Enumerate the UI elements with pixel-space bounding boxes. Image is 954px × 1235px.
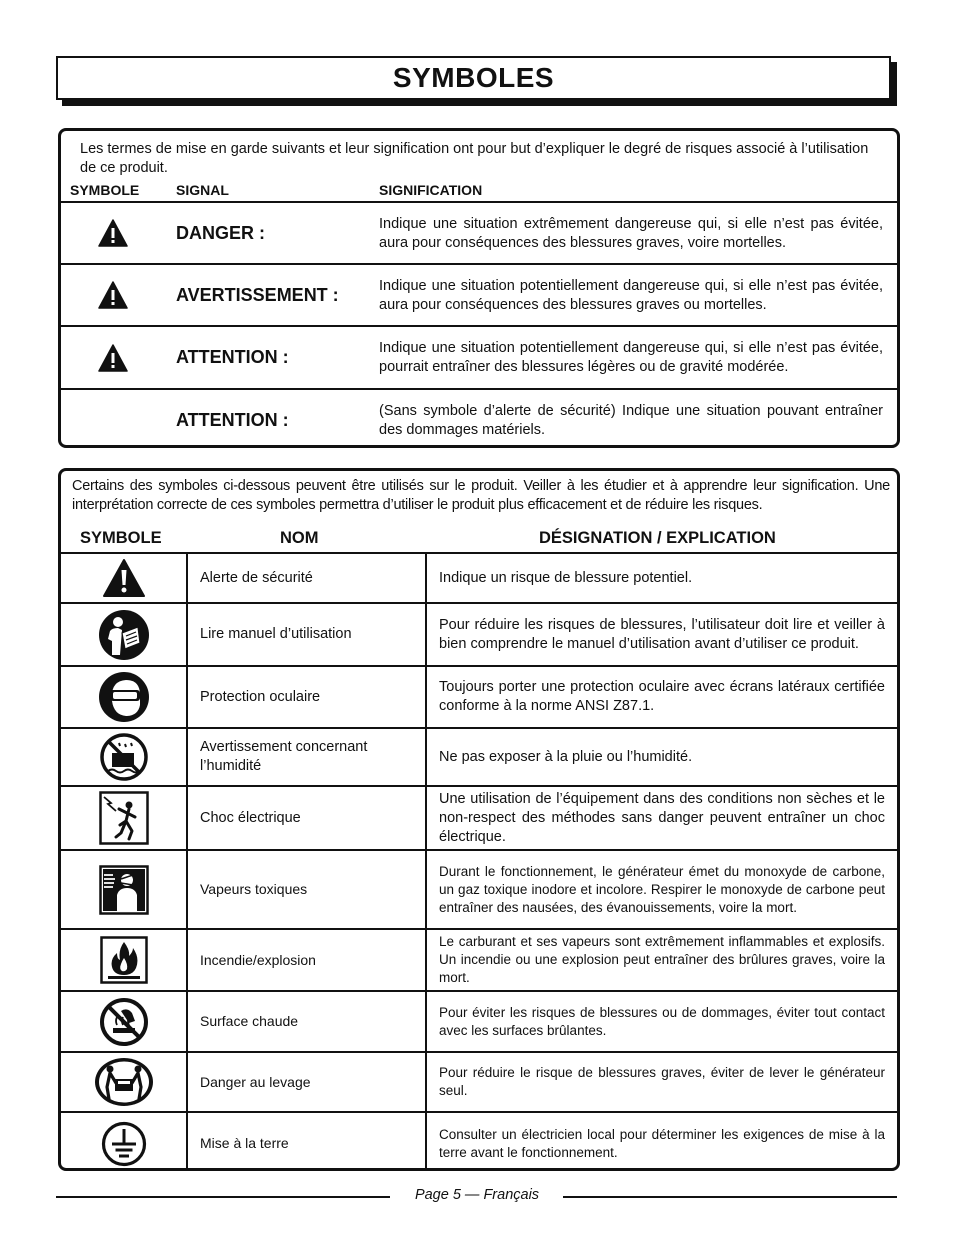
read-manual-icon <box>98 609 150 661</box>
signal-meaning: Indique une situation potentiellement dangereuse qui, si elle n’est pas évitée, pourrait entraîner des blessures légères ou de gravité modérée. <box>379 340 883 375</box>
name-cell: Choc électrique <box>186 787 425 849</box>
header-symbol: SYMBOLE <box>70 182 140 198</box>
warning-triangle-icon <box>98 344 128 372</box>
symbol-cell <box>61 992 186 1051</box>
explanation-text: Toujours porter une protection oculaire avec écrans latéraux certifiée conforme à la norme ANSI Z87.1. <box>439 679 885 714</box>
signal-row-warning <box>61 263 897 325</box>
table-row <box>61 849 897 928</box>
table-row <box>61 665 897 727</box>
header-explanation: DÉSIGNATION / EXPLICATION <box>539 529 776 547</box>
explanation-cell <box>425 729 897 785</box>
toxic-fumes-icon <box>99 865 149 915</box>
signal-intro: Les termes de mise en garde suivants et leur signification ont pour but d’expliquer le degré de risques associé à l’utilisation de ce produit. <box>80 141 869 176</box>
lifting-hazard-icon <box>94 1057 154 1107</box>
warning-triangle-icon <box>98 219 128 247</box>
explanation-cell <box>425 554 897 602</box>
explanation-cell <box>425 604 897 665</box>
safety-alert-icon <box>102 558 146 598</box>
table-row <box>61 727 897 785</box>
explanation-cell <box>425 787 897 849</box>
explanation-cell <box>425 851 897 928</box>
explanation-text: Le carburant et ses vapeurs sont extrêmement inflammables et explosifs. Un incendie ou une explosion peut entraîner des brûlures graves, voire la mort. <box>439 934 885 985</box>
name-cell: Alerte de sécurité <box>186 554 425 602</box>
table-row <box>61 1051 897 1111</box>
signal-meaning: Indique une situation extrêmement dangereuse qui, si elle n’est pas évitée, aura pour conséquences des blessures graves, voire mortelles. <box>379 216 883 251</box>
explanation-cell <box>425 667 897 727</box>
signal-label: ATTENTION : <box>176 410 289 430</box>
electric-shock-icon <box>99 791 149 845</box>
explanation-text: Une utilisation de l’équipement dans des conditions non sèches et le non-respect des méthodes sans danger peuvent entraîner un choc électrique. <box>439 790 885 845</box>
signal-label: ATTENTION : <box>176 347 289 367</box>
name-cell: Vapeurs toxiques <box>186 851 425 928</box>
table-row <box>61 552 897 602</box>
symbol-cell <box>61 1053 186 1111</box>
name-cell: Danger au levage <box>186 1053 425 1111</box>
name-cell: Surface chaude <box>186 992 425 1051</box>
header-signal: SIGNAL <box>176 182 229 198</box>
signal-label: AVERTISSEMENT : <box>176 285 339 305</box>
signal-row-danger <box>61 201 897 263</box>
header-name: NOM <box>280 529 319 547</box>
name-cell: Incendie/explosion <box>186 930 425 990</box>
title-box <box>56 56 891 100</box>
name-cell: Protection oculaire <box>186 667 425 727</box>
name-cell: Avertissement concernant l’humidité <box>186 729 425 785</box>
table-row <box>61 1111 897 1171</box>
symbols-intro: Certains des symboles ci-dessous peuvent être utilisés sur le produit. Veiller à les étudier et à apprendre leur signification. Une interprétation correcte de ces symboles permettra d’utiliser le produit plus efficacement et de réduire les risques. <box>72 478 890 513</box>
title-banner <box>56 56 897 106</box>
explanation-text: Consulter un électricien local pour déterminer les exigences de mise à la terre avant le fonctionnement. <box>439 1126 885 1160</box>
header-meaning: SIGNIFICATION <box>379 182 483 198</box>
symbol-cell <box>61 554 186 602</box>
explanation-cell <box>425 1053 897 1111</box>
signal-meaning: Indique une situation potentiellement dangereuse qui, si elle n’est pas évitée, aura pour conséquences des blessures graves ou mortelles. <box>379 278 883 313</box>
signal-row-caution-no-symbol <box>61 388 897 448</box>
table-row <box>61 990 897 1051</box>
ground-icon <box>101 1121 147 1167</box>
table-row <box>61 785 897 849</box>
page-title: SYMBOLES <box>392 62 555 93</box>
explanation-cell <box>425 992 897 1051</box>
symbol-cell <box>61 667 186 727</box>
explanation-text: Indique un risque de blessure potentiel. <box>439 569 693 586</box>
signal-words-box <box>58 128 900 448</box>
name-cell: Lire manuel d’utilisation <box>186 604 425 665</box>
fire-explosion-icon <box>100 936 148 984</box>
explanation-text: Pour réduire les risques de blessures, l’utilisateur doit lire et veiller à bien comprendre le manuel d’utilisation avant d’utiliser ce produit. <box>439 616 885 652</box>
eye-protection-icon <box>98 671 150 723</box>
explanation-text: Ne pas exposer à la pluie ou l’humidité. <box>439 748 693 765</box>
symbol-cell <box>61 851 186 928</box>
wet-conditions-icon <box>100 733 148 781</box>
explanation-text: Pour éviter les risques de blessures ou de dommages, éviter tout contact avec les surfaces brûlantes. <box>439 1004 885 1038</box>
symbols-table-box <box>58 468 900 1171</box>
signal-label: DANGER : <box>176 223 265 243</box>
explanation-cell <box>425 930 897 990</box>
explanation-cell <box>425 1113 897 1171</box>
page-footer: Page 5 — Français <box>414 1187 540 1203</box>
table-row <box>61 602 897 665</box>
signal-row-caution <box>61 325 897 388</box>
symbol-cell <box>61 1113 186 1171</box>
symbol-cell <box>61 930 186 990</box>
symbol-cell <box>61 729 186 785</box>
name-cell: Mise à la terre <box>186 1113 425 1171</box>
warning-triangle-icon <box>98 281 128 309</box>
table-row <box>61 928 897 990</box>
explanation-text: Pour réduire le risque de blessures graves, éviter de lever le générateur seul. <box>439 1065 885 1098</box>
signal-meaning: (Sans symbole d’alerte de sécurité) Indique une situation pouvant entraîner des dommages matériels. <box>379 403 883 438</box>
header-symbol: SYMBOLE <box>80 529 162 547</box>
hot-surface-icon <box>99 997 149 1047</box>
explanation-text: Durant le fonctionnement, le générateur émet du monoxyde de carbone, un gaz toxique inodore et incolore. Respirer le monoxyde de carbone peut entraîner des nausées, des évanouissements, voire la mort. <box>439 863 885 915</box>
symbol-cell <box>61 787 186 849</box>
symbol-cell <box>61 604 186 665</box>
